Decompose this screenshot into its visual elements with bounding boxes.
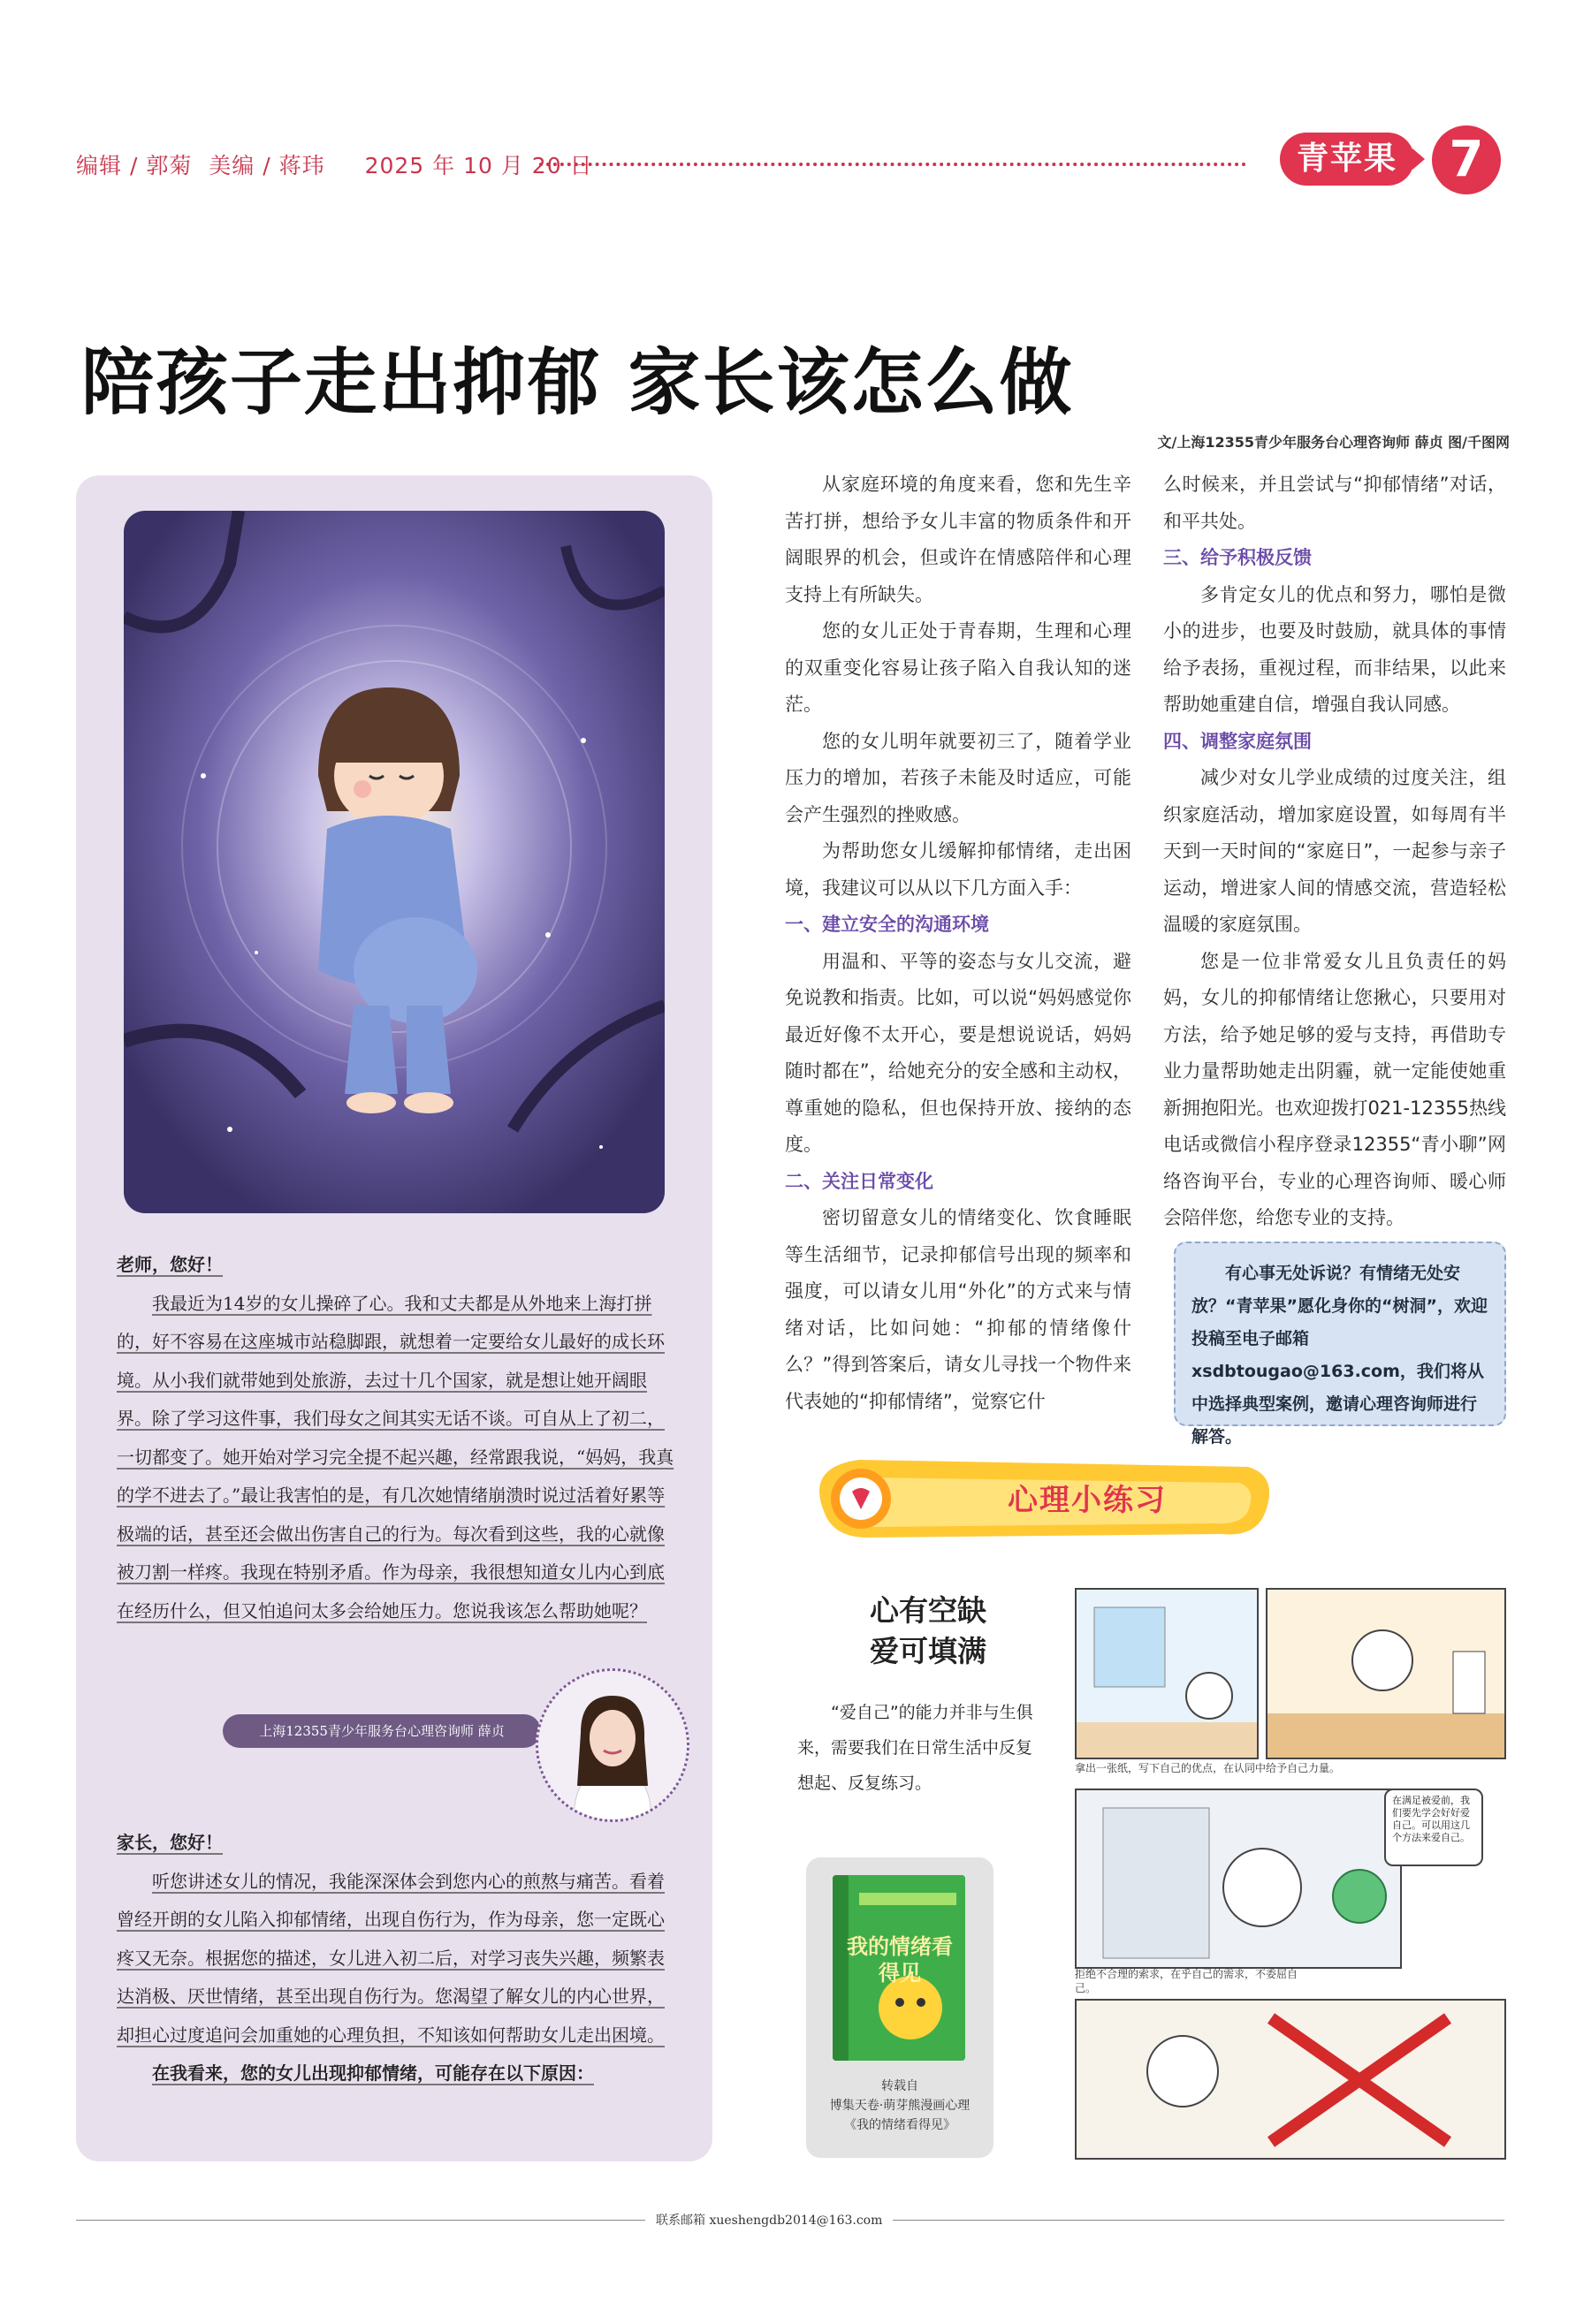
- practice-title-line-2: 爱可填满: [870, 1634, 986, 1668]
- comic-panel-3: [1075, 1789, 1402, 1969]
- paragraph: 减少对女儿学业成绩的过度关注，组织家庭活动，增加家庭设置，如每周有半天到一天时间的“家庭日”，一起参与亲子运动，增进家人间的情感交流，营造轻松温暖的家庭氛围。: [1163, 767, 1506, 935]
- expert-label: 上海12355青少年服务台心理咨询师 薛贞: [223, 1714, 541, 1748]
- expert-portrait: [538, 1671, 687, 1819]
- practice-title-line-1: 心有空缺: [870, 1593, 986, 1628]
- issue-date: 2025 年 10 月 20 日: [364, 153, 593, 178]
- paragraph: 密切留意女儿的情绪变化、饮食睡眠等生活细节，记录抑郁信号出现的频率和强度，可以请女儿用“外化”的方式来与情绪对话，比如问她：“抑郁的情绪像什么？”得到答案后，请女儿寻找一个物件来代表她的“抑郁情绪”，觉察它什: [785, 1207, 1131, 1412]
- header-credits: [76, 148, 602, 180]
- comic-speech-bubble: 在满足被爱前，我们要先学会好好爱自己。可以用这几个方法来爱自己。: [1384, 1789, 1483, 1866]
- expert-avatar: [536, 1668, 689, 1822]
- book-cover-title: 我的情绪看得见: [847, 1934, 953, 1986]
- comic-panel-2-art: [1267, 1590, 1504, 1758]
- paragraph: 您是一位非常爱女儿且负责任的妈妈，女儿的抑郁情绪让您揪心，只要用对方法，给予她足够的爱与支持，再借助专业力量帮助她走出阴霾，就一定能使她重新拥抱阳光。也欢迎拨打021-12355热线电话或微信小程序登录12355“青小聊”网络咨询平台，专业的心理咨询师、暖心师会陪伴您，给您专业的支持。: [1163, 950, 1506, 1228]
- practice-text: [797, 1695, 1045, 1801]
- reply-greeting: 家长，您好！: [117, 1832, 223, 1853]
- girl-illustration-art: [124, 511, 665, 1213]
- comic-panel-3-art: [1077, 1790, 1400, 1967]
- practice-paragraph: “爱自己”的能力并非与生俱来，需要我们在日常生活中反复想起、反复练习。: [797, 1703, 1033, 1793]
- comic-panel-4: [1075, 1999, 1506, 2160]
- book-caption: [806, 2077, 993, 2135]
- article-byline: 文/上海12355青少年服务台心理咨询师 薛贞 图/千图网: [1157, 434, 1510, 451]
- paragraph: 多肯定女儿的优点和努力，哪怕是微小的进步，也要及时鼓励，就具体的事情给予表扬，重视过程，而非结果，以此来帮助她重建自信，增强自我认同感。: [1163, 583, 1506, 715]
- practice-banner-title: 心理小练习: [1008, 1483, 1167, 1518]
- article-column-2: [1163, 467, 1506, 1237]
- paragraph: 您的女儿明年就要初三了，随着学业压力的增加，若孩子未能及时适应，可能会产生强烈的挫败感。: [785, 730, 1131, 825]
- paragraph: 么时候来，并且尝试与“抑郁情绪”对话，和平共处。: [1163, 474, 1506, 532]
- girl-illustration: [124, 511, 665, 1213]
- footer-contact: 联系邮箱 xueshengdb2014@163.com: [645, 2211, 893, 2229]
- section-heading-3: 三、给予积极反馈: [1163, 547, 1312, 568]
- section-heading-1: 一、建立安全的沟通环境: [785, 914, 989, 935]
- submission-info-box: [1174, 1242, 1506, 1447]
- paragraph: 为帮助您女儿缓解抑郁情绪，走出困境，我建议可以从以下几方面入手：: [785, 840, 1131, 899]
- comic-caption-1: 拿出一张纸，写下自己的优点，在认同中给予自己力量。: [1075, 1762, 1341, 1774]
- comic-panel-4-art: [1077, 2001, 1504, 2158]
- reply-body: 听您讲述女儿的情况，我能深深体会到您内心的煎熬与痛苦。看着曾经开朗的女儿陷入抑郁情绪，出现自伤行为，作为母亲，您一定既心疼又无奈。根据您的描述，女儿进入初二后，对学习丧失兴趣，频繁表达消极、厌世情绪，甚至出现自伤行为。您渴望了解女儿的内心世界，却担心过度追问会加重她的心理负担，不知该如何帮助女儿走出困境。: [117, 1870, 665, 2046]
- page-number-badge: 7: [1432, 125, 1501, 194]
- section-brand-badge: 青苹果: [1280, 133, 1414, 186]
- comic-panel-2: [1266, 1588, 1506, 1759]
- book-caption-line-1: 转载自: [881, 2079, 918, 2093]
- letter-body: 我最近为14岁的女儿操碎了心。我和丈夫都是从外地来上海打拼的，好不容易在这座城市站稳脚跟，就想着一定要给女儿最好的成长环境。从小我们就带她到处旅游，去过十几个国家，就是想让她开阔眼界。除了学习这件事，我们母女之间其实无话不谈。可自从上了初二，一切都变了。她开始对学习完全提不起兴趣，经常跟我说，“妈妈，我真的学不进去了。”最让我害怕的是，有几次她情绪崩溃时说过活着好累等极端的话，甚至还会做出伤害自己的行为。每次看到这些，我的心就像被刀割一样疼。我现在特别矛盾。作为母亲，我很想知道女儿内心到底在经历什么，但又怕追问太多会给她压力。您说我该怎么帮助她呢？: [117, 1292, 674, 1621]
- article-title: 陪孩子走出抑郁 家长该怎么做: [81, 341, 1074, 425]
- reply-conclusion: 在我看来，您的女儿出现抑郁情绪，可能存在以下原因：: [152, 2062, 594, 2084]
- paragraph: 您的女儿正处于青春期，生理和心理的双重变化容易让孩子陷入自我认知的迷茫。: [785, 620, 1131, 715]
- comic-panel-1-art: [1077, 1590, 1257, 1758]
- comic-caption-2: 拒绝不合理的索求，在乎自己的需求，不委屈自己。: [1075, 1968, 1298, 1994]
- book-caption-line-2: 博集天卷·萌芽熊漫画心理: [829, 2099, 971, 2113]
- counselor-reply: [117, 1824, 675, 2093]
- book-caption-line-3: 《我的情绪看得见》: [844, 2118, 955, 2132]
- article-column-1: [785, 467, 1131, 1420]
- editor-credit: 编辑 / 郭菊: [76, 153, 193, 178]
- comic-panel-1: [1075, 1588, 1259, 1759]
- paragraph: 用温和、平等的姿态与女儿交流，避免说教和指责。比如，可以说“妈妈感觉你最近好像不太开心，要是想说说话，妈妈随时都在”，给她充分的安全感和主动权，尊重她的隐私，但也保持开放、接纳的态度。: [785, 950, 1131, 1155]
- section-heading-4: 四、调整家庭氛围: [1163, 730, 1312, 752]
- submission-info-text: 有心事无处诉说？有情绪无处安放？“青苹果”愿化身你的“树洞”，欢迎投稿至电子邮箱xsdbtougao@163.com，我们将从中选择典型案例，邀请心理咨询师进行解答。: [1191, 1264, 1488, 1447]
- designer-credit: 美编 / 蒋玮: [209, 153, 325, 178]
- paragraph: 从家庭环境的角度来看，您和先生辛苦打拼，想给予女儿丰富的物质条件和开阔眼界的机会，但或许在情感陪伴和心理支持上有所缺失。: [785, 474, 1131, 605]
- letter-greeting: 老师，您好！: [117, 1254, 223, 1275]
- section-heading-2: 二、关注日常变化: [785, 1170, 933, 1192]
- header-dotted-rule: [539, 163, 1246, 166]
- practice-title: [847, 1591, 1009, 1672]
- parent-letter: [117, 1246, 675, 1630]
